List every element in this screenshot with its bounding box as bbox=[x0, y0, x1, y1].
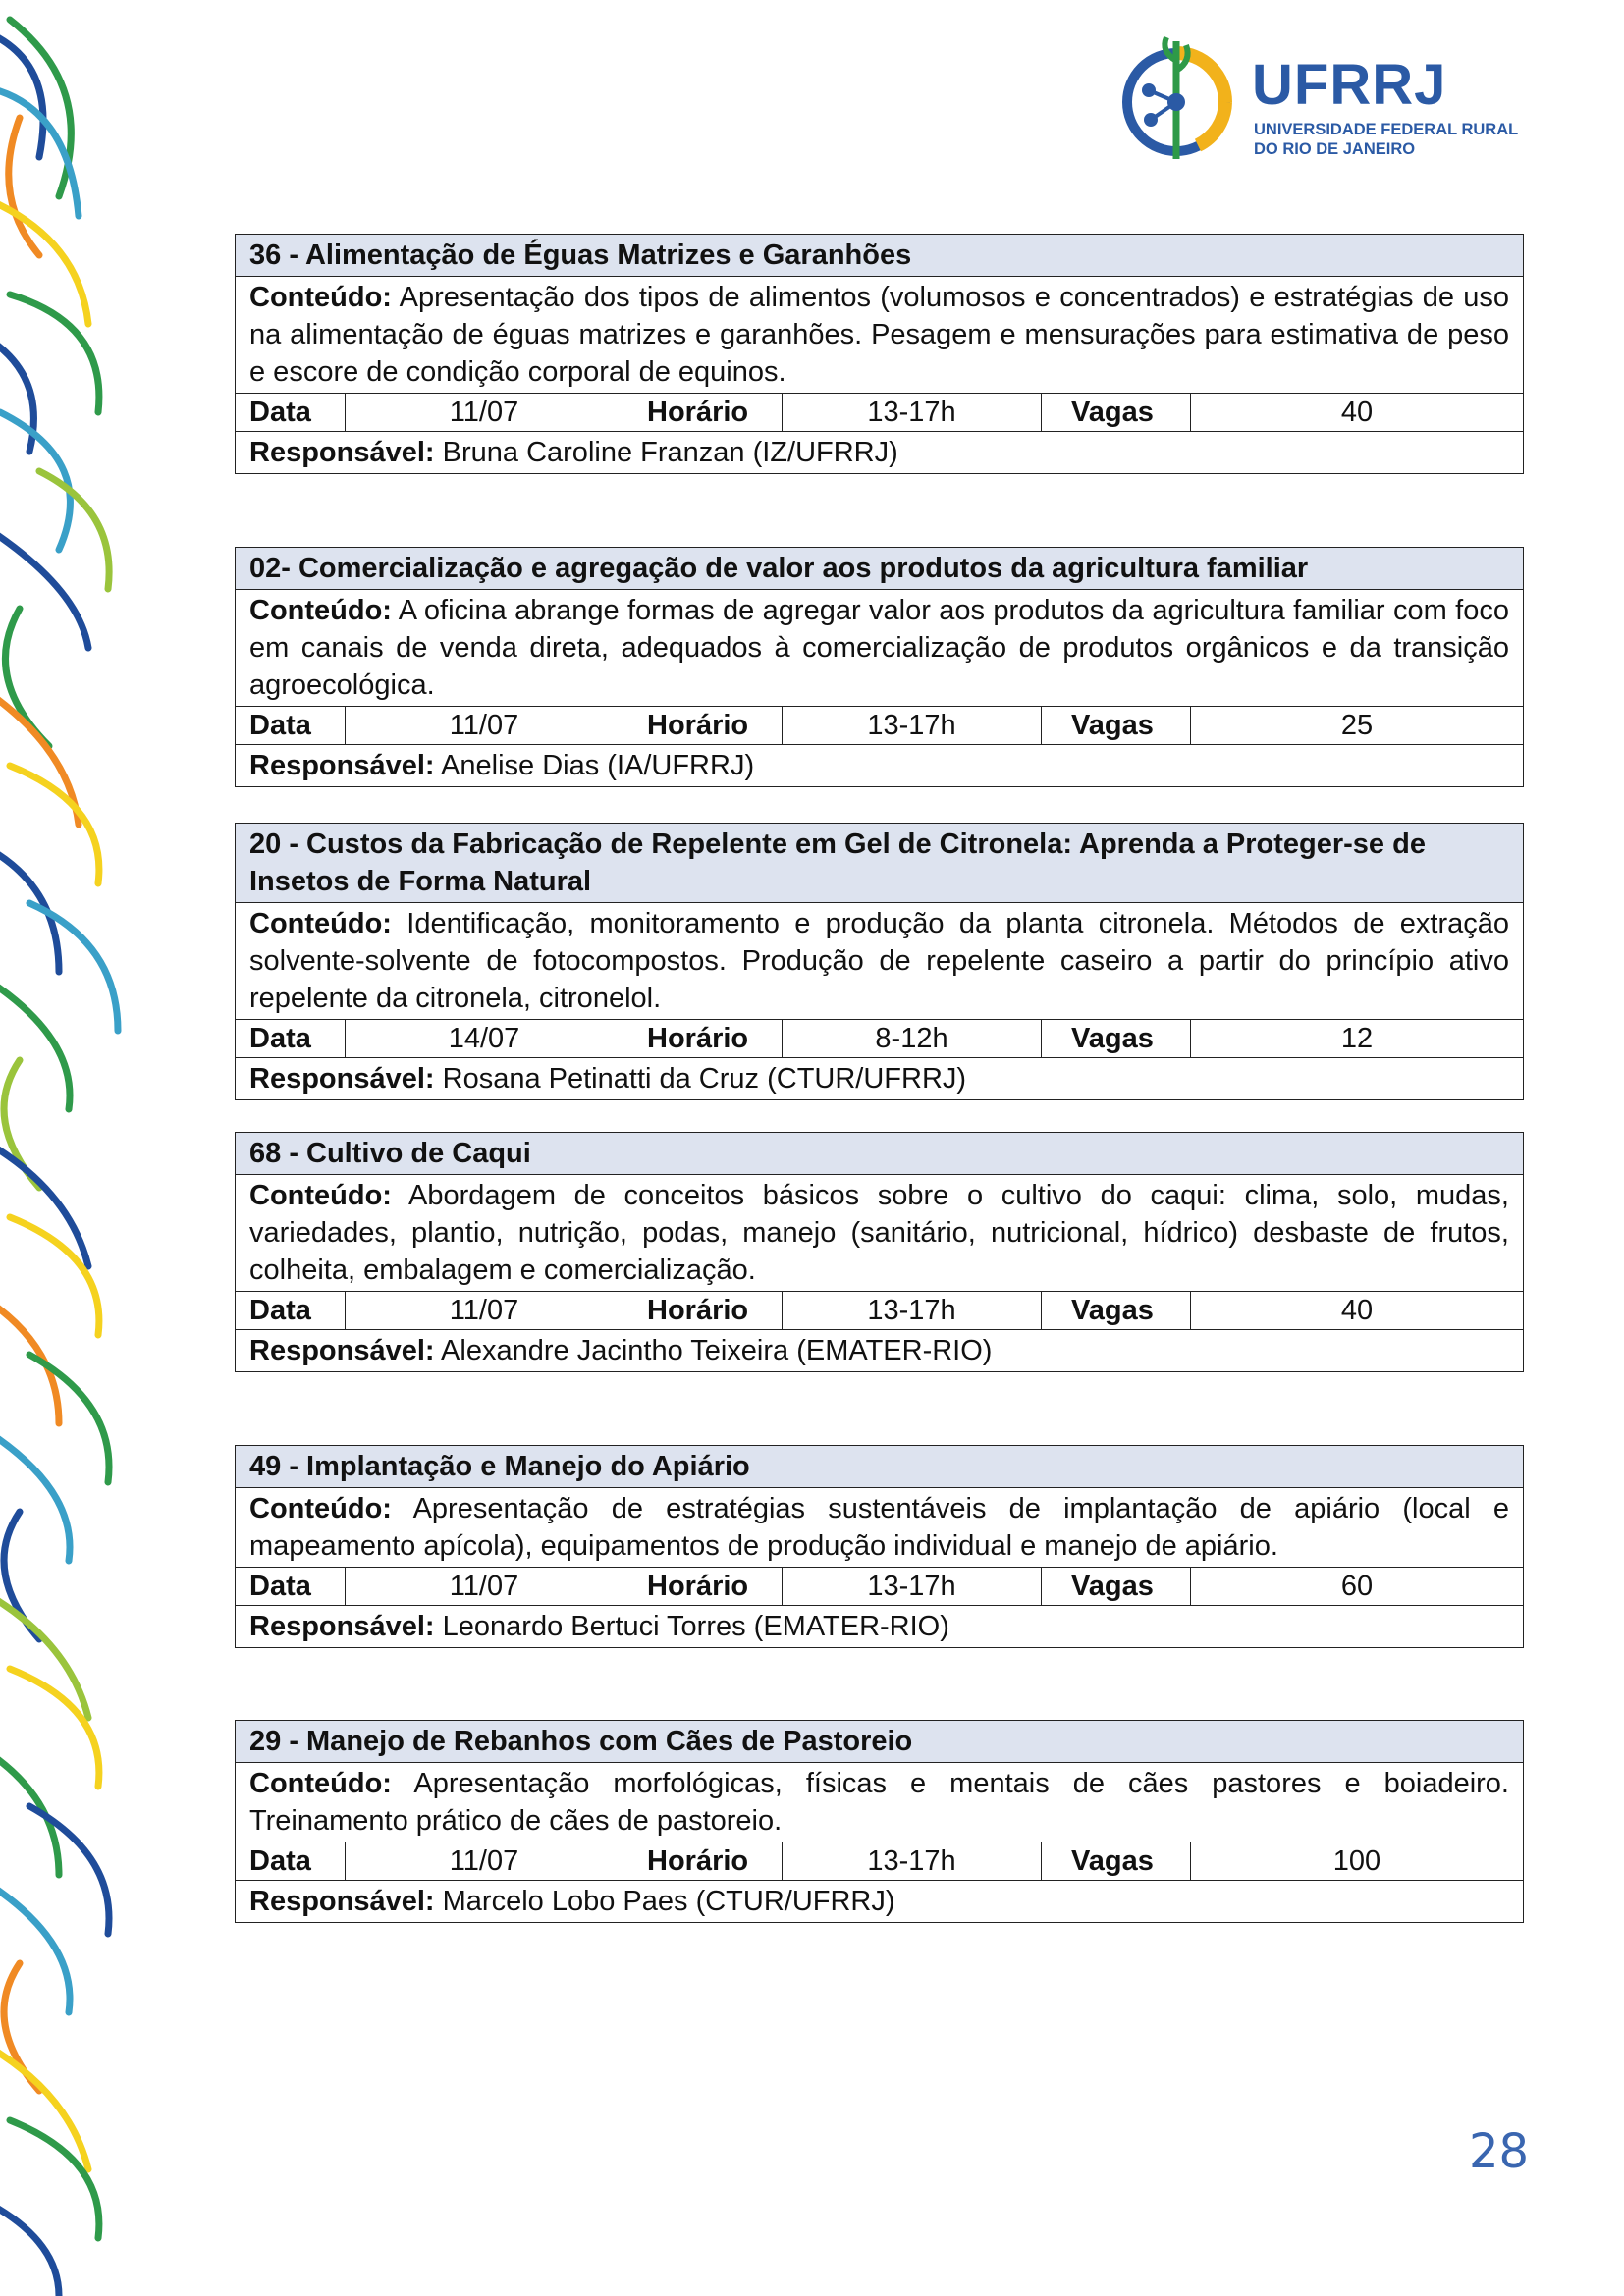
ufrrj-logo bbox=[1110, 22, 1522, 169]
course-info-row bbox=[236, 1020, 1523, 1058]
course-table bbox=[235, 1132, 1524, 1372]
date-value: 14/07 bbox=[346, 1020, 623, 1057]
time-label: Horário bbox=[623, 394, 783, 431]
course-table bbox=[235, 1445, 1524, 1648]
date-label: Data bbox=[236, 394, 346, 431]
course-content: Conteúdo: Apresentação de estratégias sustentáveis de implantação de apiário (local e mapeamento apícola), equipamentos de produção individual e manejo de apiário. bbox=[236, 1488, 1523, 1568]
course-info-row bbox=[236, 1568, 1523, 1606]
slots-label: Vagas bbox=[1042, 394, 1191, 431]
date-label: Data bbox=[236, 1020, 346, 1057]
time-value: 13-17h bbox=[783, 1842, 1042, 1880]
slots-label: Vagas bbox=[1042, 1292, 1191, 1329]
date-label: Data bbox=[236, 707, 346, 744]
date-value: 11/07 bbox=[346, 1292, 623, 1329]
slots-value: 60 bbox=[1340, 1571, 1374, 1602]
course-table bbox=[235, 547, 1524, 787]
time-label: Horário bbox=[623, 1292, 783, 1329]
course-table bbox=[235, 1720, 1524, 1923]
course-responsible: Responsável: Bruna Caroline Franzan (IZ/UFRRJ) bbox=[249, 437, 898, 468]
course-title: 29 - Manejo de Rebanhos com Cães de Pastoreio bbox=[236, 1721, 1523, 1763]
course-responsible: Responsável: Alexandre Jacintho Teixeira (EMATER-RIO) bbox=[249, 1335, 993, 1366]
ufrrj-emblem-icon bbox=[1110, 22, 1242, 169]
course-table bbox=[235, 234, 1524, 474]
course-responsible: Responsável: Marcelo Lobo Paes (CTUR/UFRRJ) bbox=[249, 1886, 895, 1917]
course-responsible: Responsável: Rosana Petinatti da Cruz (CTUR/UFRRJ) bbox=[249, 1063, 967, 1095]
time-value: 8-12h bbox=[783, 1020, 1042, 1057]
course-title: 20 - Custos da Fabricação de Repelente em Gel de Citronela: Aprenda a Proteger-se de Insetos de Forma Natural bbox=[236, 824, 1523, 903]
course-title: 36 - Alimentação de Éguas Matrizes e Garanhões bbox=[236, 235, 1523, 277]
time-label: Horário bbox=[623, 1568, 783, 1605]
slots-label: Vagas bbox=[1042, 707, 1191, 744]
course-info-row bbox=[236, 1292, 1523, 1330]
date-label: Data bbox=[236, 1292, 346, 1329]
logo-subtitle: UNIVERSIDADE FEDERAL RURAL DO RIO DE JANEIRO bbox=[1254, 121, 1519, 158]
course-info-row bbox=[236, 394, 1523, 432]
page-number: 28 bbox=[1469, 2124, 1530, 2179]
course-content: Conteúdo: Identificação, monitoramento e produção da planta citronela. Métodos de extração solvente-solvente de fotocompostos. Produção de repelente caseiro a partir do princípio ativo repelente da citronela, citronelol. bbox=[236, 903, 1523, 1020]
time-label: Horário bbox=[623, 707, 783, 744]
slots-value: 40 bbox=[1340, 1295, 1374, 1326]
course-info-row bbox=[236, 707, 1523, 745]
date-label: Data bbox=[236, 1842, 346, 1880]
time-label: Horário bbox=[623, 1020, 783, 1057]
slots-value: 40 bbox=[1340, 397, 1374, 428]
course-title: 49 - Implantação e Manejo do Apiário bbox=[236, 1446, 1523, 1488]
slots-value: 12 bbox=[1340, 1023, 1374, 1054]
date-value: 11/07 bbox=[346, 394, 623, 431]
slots-value: 25 bbox=[1340, 710, 1374, 741]
slots-value: 100 bbox=[1332, 1845, 1381, 1877]
course-content: Conteúdo: A oficina abrange formas de agregar valor aos produtos da agricultura familiar com foco em canais de venda direta, adequados à comercialização de produtos orgânicos e da transição agroecológica. bbox=[236, 590, 1523, 707]
course-title: 02- Comercialização e agregação de valor aos produtos da agricultura familiar bbox=[236, 548, 1523, 590]
time-label: Horário bbox=[623, 1842, 783, 1880]
date-label: Data bbox=[236, 1568, 346, 1605]
course-title: 68 - Cultivo de Caqui bbox=[236, 1133, 1523, 1175]
course-info-row bbox=[236, 1842, 1523, 1881]
course-content: Conteúdo: Abordagem de conceitos básicos sobre o cultivo do caqui: clima, solo, mudas, variedades, plantio, nutrição, podas, manejo (sanitário, nutricional, hídrico) desbaste de frutos, colheita, embalagem e comercialização. bbox=[236, 1175, 1523, 1292]
course-content: Conteúdo: Apresentação morfológicas, físicas e mentais de cães pastores e boiadeiro. Treinamento prático de cães de pastoreio. bbox=[236, 1763, 1523, 1842]
time-value: 13-17h bbox=[783, 1568, 1042, 1605]
course-table bbox=[235, 823, 1524, 1100]
course-responsible: Responsável: Leonardo Bertuci Torres (EMATER-RIO) bbox=[249, 1611, 949, 1642]
date-value: 11/07 bbox=[346, 1568, 623, 1605]
course-responsible: Responsável: Anelise Dias (IA/UFRRJ) bbox=[249, 750, 755, 781]
slots-label: Vagas bbox=[1042, 1568, 1191, 1605]
course-content: Conteúdo: Apresentação dos tipos de alimentos (volumosos e concentrados) e estratégias de uso na alimentação de éguas matrizes e garanhões. Pesagem e mensurações para estimativa de peso e escore de condição corporal de equinos. bbox=[236, 277, 1523, 394]
date-value: 11/07 bbox=[346, 707, 623, 744]
decorative-leaf-border bbox=[0, 0, 147, 2296]
time-value: 13-17h bbox=[783, 1292, 1042, 1329]
time-value: 13-17h bbox=[783, 707, 1042, 744]
slots-label: Vagas bbox=[1042, 1842, 1191, 1880]
slots-label: Vagas bbox=[1042, 1020, 1191, 1057]
time-value: 13-17h bbox=[783, 394, 1042, 431]
date-value: 11/07 bbox=[346, 1842, 623, 1880]
logo-title: UFRRJ bbox=[1252, 53, 1447, 117]
